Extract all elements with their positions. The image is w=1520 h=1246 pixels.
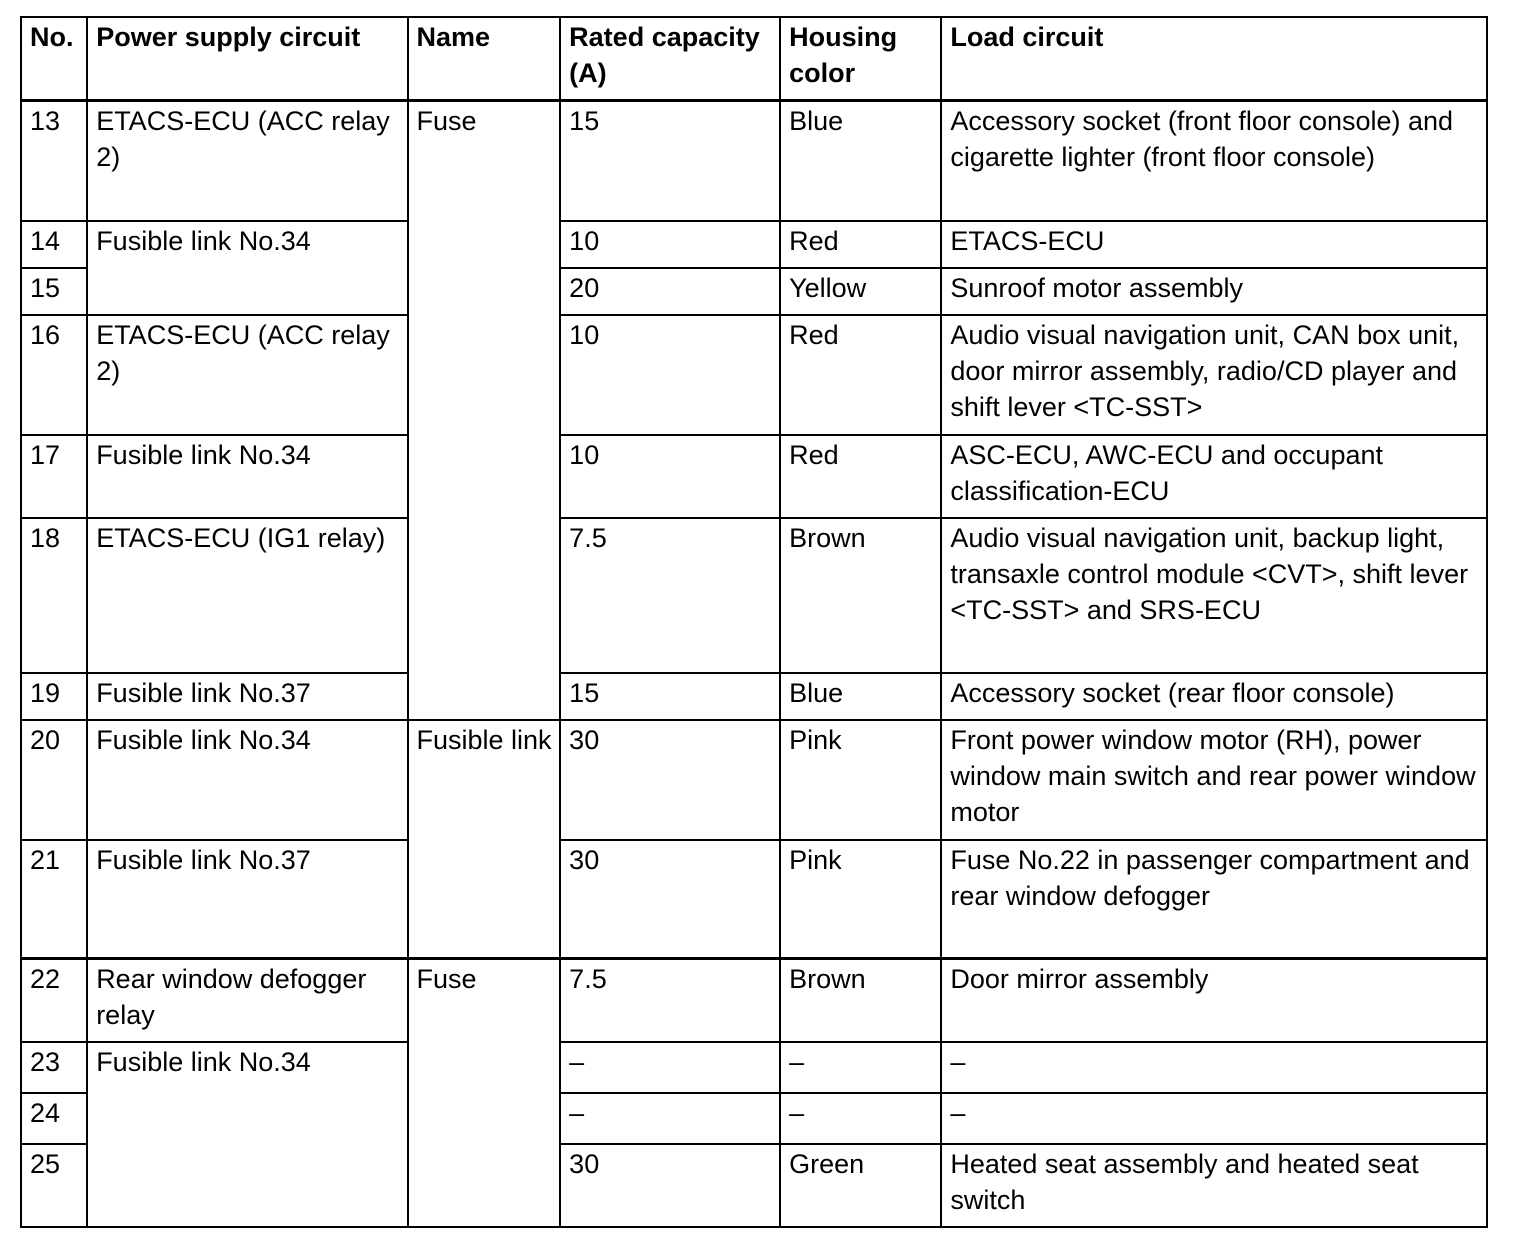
cell-rated-capacity: 15 <box>560 101 780 221</box>
cell-power-supply-circuit: ETACS-ECU (ACC relay 2) <box>87 315 407 435</box>
cell-no: 24 <box>21 1093 87 1144</box>
cell-load-circuit: ASC-ECU, AWC-ECU and occupant classification-ECU <box>941 435 1487 518</box>
cell-housing-color: – <box>780 1093 941 1144</box>
cell-power-supply-circuit: Fusible link No.37 <box>87 840 407 959</box>
cell-no: 21 <box>21 840 87 959</box>
header-no: No. <box>21 17 87 101</box>
cell-power-supply-circuit: ETACS-ECU (ACC relay 2) <box>87 101 407 221</box>
table-row <box>21 959 1487 1042</box>
cell-power-supply-circuit: ETACS-ECU (IG1 relay) <box>87 518 407 673</box>
header-name: Name <box>408 17 561 101</box>
table-row <box>21 1042 1487 1093</box>
table-row <box>21 840 1487 959</box>
table-row <box>21 435 1487 518</box>
cell-rated-capacity: 15 <box>560 673 780 720</box>
cell-no: 17 <box>21 435 87 518</box>
cell-housing-color: Brown <box>780 518 941 673</box>
cell-no: 15 <box>21 268 87 315</box>
cell-load-circuit: Door mirror assembly <box>941 959 1487 1042</box>
cell-rated-capacity: 10 <box>560 435 780 518</box>
header-power-supply-circuit: Power supply circuit <box>87 17 407 101</box>
cell-no: 14 <box>21 221 87 268</box>
header-row <box>21 17 1487 101</box>
cell-rated-capacity: 30 <box>560 720 780 840</box>
cell-no: 18 <box>21 518 87 673</box>
cell-load-circuit: Accessory socket (rear floor console) <box>941 673 1487 720</box>
cell-housing-color: Blue <box>780 101 941 221</box>
cell-rated-capacity: – <box>560 1042 780 1093</box>
cell-housing-color: Red <box>780 315 941 435</box>
table-row <box>21 101 1487 221</box>
table-row <box>21 221 1487 268</box>
table-row <box>21 315 1487 435</box>
cell-rated-capacity: 30 <box>560 1144 780 1227</box>
cell-load-circuit: Front power window motor (RH), power window main switch and rear power window motor <box>941 720 1487 840</box>
cell-no: 23 <box>21 1042 87 1093</box>
table-row <box>21 673 1487 720</box>
cell-housing-color: Red <box>780 221 941 268</box>
cell-housing-color: Yellow <box>780 268 941 315</box>
cell-rated-capacity: 10 <box>560 221 780 268</box>
cell-power-supply-circuit: Rear window defogger relay <box>87 959 407 1042</box>
cell-load-circuit: Audio visual navigation unit, CAN box unit, door mirror assembly, radio/CD player and shift lever <TC-SST> <box>941 315 1487 435</box>
cell-power-supply-circuit: Fusible link No.34 <box>87 1042 407 1227</box>
cell-housing-color: Blue <box>780 673 941 720</box>
cell-load-circuit: – <box>941 1093 1487 1144</box>
table-row <box>21 518 1487 673</box>
cell-load-circuit: Sunroof motor assembly <box>941 268 1487 315</box>
cell-rated-capacity: 10 <box>560 315 780 435</box>
cell-no: 20 <box>21 720 87 840</box>
cell-name: Fuse <box>408 959 561 1227</box>
header-rated-capacity: Rated capacity (A) <box>560 17 780 101</box>
cell-power-supply-circuit: Fusible link No.37 <box>87 673 407 720</box>
cell-rated-capacity: 7.5 <box>560 518 780 673</box>
cell-power-supply-circuit: Fusible link No.34 <box>87 221 407 315</box>
cell-no: 25 <box>21 1144 87 1227</box>
cell-housing-color: Red <box>780 435 941 518</box>
header-load-circuit: Load circuit <box>941 17 1487 101</box>
cell-load-circuit: Fuse No.22 in passenger compartment and rear window defogger <box>941 840 1487 959</box>
header-housing-color: Housing color <box>780 17 941 101</box>
cell-rated-capacity: 20 <box>560 268 780 315</box>
cell-name: Fusible link <box>408 720 561 959</box>
cell-no: 13 <box>21 101 87 221</box>
cell-power-supply-circuit: Fusible link No.34 <box>87 435 407 518</box>
cell-load-circuit: – <box>941 1042 1487 1093</box>
cell-power-supply-circuit: Fusible link No.34 <box>87 720 407 840</box>
cell-rated-capacity: 7.5 <box>560 959 780 1042</box>
cell-housing-color: Pink <box>780 720 941 840</box>
cell-housing-color: – <box>780 1042 941 1093</box>
table-row <box>21 720 1487 840</box>
cell-no: 16 <box>21 315 87 435</box>
cell-name: Fuse <box>408 101 561 720</box>
fuse-table <box>20 16 1488 1228</box>
cell-housing-color: Brown <box>780 959 941 1042</box>
cell-load-circuit: Accessory socket (front floor console) and cigarette lighter (front floor console) <box>941 101 1487 221</box>
cell-load-circuit: Audio visual navigation unit, backup light, transaxle control module <CVT>, shift lever <TC-SST> and SRS-ECU <box>941 518 1487 673</box>
cell-housing-color: Green <box>780 1144 941 1227</box>
cell-no: 22 <box>21 959 87 1042</box>
cell-no: 19 <box>21 673 87 720</box>
cell-load-circuit: Heated seat assembly and heated seat switch <box>941 1144 1487 1227</box>
cell-rated-capacity: – <box>560 1093 780 1144</box>
cell-rated-capacity: 30 <box>560 840 780 959</box>
cell-housing-color: Pink <box>780 840 941 959</box>
cell-load-circuit: ETACS-ECU <box>941 221 1487 268</box>
